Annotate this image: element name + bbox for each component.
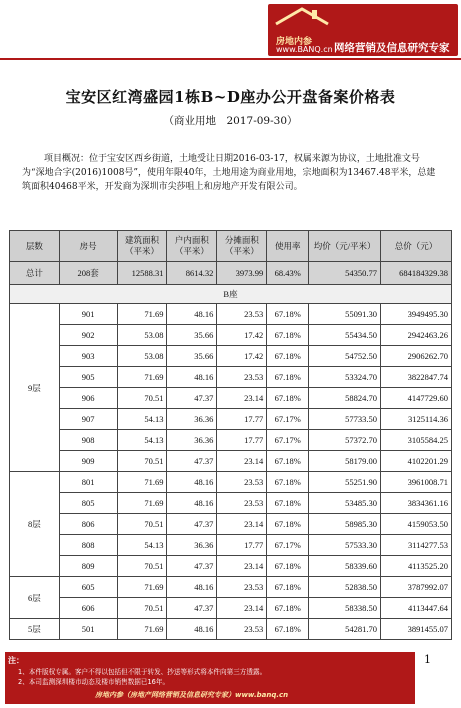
usage-rate: 67.18% bbox=[267, 577, 309, 598]
gross-area: 53.08 bbox=[117, 346, 167, 367]
footer-brand-line: 房地内参（房地产网络营销及信息研究专家）www.banq.cn bbox=[95, 691, 289, 699]
col-header-inner-area: 户内面积（平米） bbox=[167, 231, 217, 262]
total-units: 208套 bbox=[59, 262, 117, 285]
room-number: 805 bbox=[59, 493, 117, 514]
page-title: 宝安区红湾盛园1栋B~D座办公开盘备案价格表 bbox=[65, 88, 396, 106]
avg-price: 55434.50 bbox=[309, 325, 381, 346]
avg-price: 58338.50 bbox=[309, 598, 381, 619]
gross-area: 71.69 bbox=[117, 472, 167, 493]
shared-area: 23.14 bbox=[217, 514, 267, 535]
gross-area: 53.08 bbox=[117, 325, 167, 346]
shared-area: 17.42 bbox=[217, 346, 267, 367]
usage-rate: 67.18% bbox=[267, 598, 309, 619]
table-row bbox=[10, 577, 452, 598]
shared-area: 23.14 bbox=[217, 556, 267, 577]
room-number: 909 bbox=[59, 451, 117, 472]
total-row bbox=[10, 262, 452, 285]
room-number: 501 bbox=[59, 619, 117, 640]
inner-area: 35.66 bbox=[167, 346, 217, 367]
shared-area: 23.53 bbox=[217, 577, 267, 598]
avg-price: 58985.30 bbox=[309, 514, 381, 535]
gross-area: 54.13 bbox=[117, 430, 167, 451]
total-price: 3834361.16 bbox=[381, 493, 452, 514]
col-header-total-price: 总价（元） bbox=[381, 231, 452, 262]
usage-rate: 67.18% bbox=[267, 514, 309, 535]
floor-label: 5层 bbox=[10, 619, 60, 640]
table-row bbox=[10, 598, 452, 619]
brand-name: 房地内参 bbox=[276, 37, 313, 47]
total-price: 4102201.29 bbox=[381, 451, 452, 472]
room-number: 903 bbox=[59, 346, 117, 367]
col-header-floor: 层数 bbox=[10, 231, 60, 262]
total-usage-rate: 68.43% bbox=[267, 262, 309, 285]
total-price: 3891455.07 bbox=[381, 619, 452, 640]
total-label: 总计 bbox=[10, 262, 60, 285]
gross-area: 54.13 bbox=[117, 535, 167, 556]
table-row bbox=[10, 472, 452, 493]
footer-banner bbox=[5, 652, 415, 704]
inner-area: 47.37 bbox=[167, 556, 217, 577]
avg-price: 54752.50 bbox=[309, 346, 381, 367]
inner-area: 36.36 bbox=[167, 535, 217, 556]
project-overview: 项目概况：位于宝安区西乡街道，土地受让日期2016-03-17，权属来源为协议，土地批准文号为“深地合字(2016)1008号”，使用年限40年，土地用途为商业用地，宗地面积为13467.48平米，总建筑面积40468平米，开发商为深圳市尖莎咀上和房地产开发有限公司。 bbox=[22, 154, 436, 192]
total-price: 2906262.70 bbox=[381, 346, 452, 367]
shared-area: 23.14 bbox=[217, 598, 267, 619]
table-row bbox=[10, 409, 452, 430]
total-price: 3949495.30 bbox=[381, 304, 452, 325]
col-header-gross-area: 建筑面积（平米） bbox=[117, 231, 167, 262]
avg-price: 55251.90 bbox=[309, 472, 381, 493]
total-price: 3822847.74 bbox=[381, 367, 452, 388]
total-avg-price: 54350.77 bbox=[309, 262, 381, 285]
total-gross-area: 12588.31 bbox=[117, 262, 167, 285]
table-row bbox=[10, 388, 452, 409]
usage-rate: 67.18% bbox=[267, 493, 309, 514]
gross-area: 71.69 bbox=[117, 577, 167, 598]
shared-area: 17.77 bbox=[217, 535, 267, 556]
page-subtitle: （商业用地 2017-09-30） bbox=[163, 115, 298, 127]
shared-area: 23.53 bbox=[217, 304, 267, 325]
avg-price: 52838.50 bbox=[309, 577, 381, 598]
inner-area: 36.36 bbox=[167, 430, 217, 451]
brand-url: www.BANQ.cn bbox=[276, 45, 333, 54]
section-label: B座 bbox=[10, 285, 452, 304]
inner-area: 48.16 bbox=[167, 367, 217, 388]
shared-area: 23.53 bbox=[217, 493, 267, 514]
gross-area: 70.51 bbox=[117, 556, 167, 577]
floor-label: 6层 bbox=[10, 577, 60, 619]
inner-area: 48.16 bbox=[167, 577, 217, 598]
table-row bbox=[10, 619, 452, 640]
gross-area: 70.51 bbox=[117, 598, 167, 619]
usage-rate: 67.18% bbox=[267, 472, 309, 493]
total-price: 4113447.64 bbox=[381, 598, 452, 619]
avg-price: 58824.70 bbox=[309, 388, 381, 409]
price-table bbox=[9, 230, 452, 640]
usage-rate: 67.18% bbox=[267, 304, 309, 325]
avg-price: 57372.70 bbox=[309, 430, 381, 451]
total-price: 3125114.36 bbox=[381, 409, 452, 430]
shared-area: 23.53 bbox=[217, 367, 267, 388]
avg-price: 57733.50 bbox=[309, 409, 381, 430]
header-divider bbox=[0, 58, 461, 60]
room-number: 907 bbox=[59, 409, 117, 430]
shared-area: 17.77 bbox=[217, 430, 267, 451]
total-price: 4159053.50 bbox=[381, 514, 452, 535]
inner-area: 47.37 bbox=[167, 598, 217, 619]
inner-area: 48.16 bbox=[167, 619, 217, 640]
avg-price: 53485.30 bbox=[309, 493, 381, 514]
header-banner bbox=[268, 4, 458, 56]
table-row bbox=[10, 304, 452, 325]
gross-area: 54.13 bbox=[117, 409, 167, 430]
usage-rate: 67.18% bbox=[267, 619, 309, 640]
total-price: 3114277.53 bbox=[381, 535, 452, 556]
room-number: 605 bbox=[59, 577, 117, 598]
table-row bbox=[10, 430, 452, 451]
floor-label: 8层 bbox=[10, 472, 60, 577]
room-number: 806 bbox=[59, 514, 117, 535]
total-price: 3105584.25 bbox=[381, 430, 452, 451]
floor-label: 9层 bbox=[10, 304, 60, 472]
shared-area: 23.14 bbox=[217, 451, 267, 472]
usage-rate: 67.18% bbox=[267, 367, 309, 388]
avg-price: 54281.70 bbox=[309, 619, 381, 640]
house-logo-icon bbox=[272, 6, 332, 36]
inner-area: 35.66 bbox=[167, 325, 217, 346]
avg-price: 55091.30 bbox=[309, 304, 381, 325]
footer-note-head: 注： bbox=[8, 656, 24, 665]
room-number: 801 bbox=[59, 472, 117, 493]
room-number: 606 bbox=[59, 598, 117, 619]
total-price: 3961008.71 bbox=[381, 472, 452, 493]
col-header-usage-rate: 使用率 bbox=[267, 231, 309, 262]
table-row bbox=[10, 514, 452, 535]
avg-price: 57533.30 bbox=[309, 535, 381, 556]
shared-area: 17.42 bbox=[217, 325, 267, 346]
room-number: 902 bbox=[59, 325, 117, 346]
gross-area: 70.51 bbox=[117, 514, 167, 535]
room-number: 905 bbox=[59, 367, 117, 388]
avg-price: 53324.70 bbox=[309, 367, 381, 388]
inner-area: 48.16 bbox=[167, 472, 217, 493]
table-header-row bbox=[10, 231, 452, 262]
total-price: 2942463.26 bbox=[381, 325, 452, 346]
gross-area: 70.51 bbox=[117, 388, 167, 409]
table-row bbox=[10, 451, 452, 472]
table-row bbox=[10, 325, 452, 346]
room-number: 808 bbox=[59, 535, 117, 556]
gross-area: 71.69 bbox=[117, 367, 167, 388]
footer-note-2: 2、本司监测深圳楼市动态及楼市销售数据已16年。 bbox=[18, 678, 170, 686]
room-number: 809 bbox=[59, 556, 117, 577]
total-price: 684184329.38 bbox=[381, 262, 452, 285]
table-row bbox=[10, 556, 452, 577]
gross-area: 71.69 bbox=[117, 304, 167, 325]
usage-rate: 67.18% bbox=[267, 451, 309, 472]
avg-price: 58339.60 bbox=[309, 556, 381, 577]
usage-rate: 67.18% bbox=[267, 325, 309, 346]
table-row bbox=[10, 493, 452, 514]
shared-area: 23.53 bbox=[217, 619, 267, 640]
room-number: 901 bbox=[59, 304, 117, 325]
shared-area: 23.14 bbox=[217, 388, 267, 409]
usage-rate: 67.18% bbox=[267, 388, 309, 409]
usage-rate: 67.17% bbox=[267, 535, 309, 556]
inner-area: 47.37 bbox=[167, 388, 217, 409]
total-shared-area: 3973.99 bbox=[217, 262, 267, 285]
inner-area: 47.37 bbox=[167, 451, 217, 472]
inner-area: 36.36 bbox=[167, 409, 217, 430]
inner-area: 47.37 bbox=[167, 514, 217, 535]
total-price: 3787992.07 bbox=[381, 577, 452, 598]
usage-rate: 67.18% bbox=[267, 556, 309, 577]
total-price: 4147729.60 bbox=[381, 388, 452, 409]
total-price: 4113525.20 bbox=[381, 556, 452, 577]
usage-rate: 67.17% bbox=[267, 409, 309, 430]
table-row bbox=[10, 346, 452, 367]
inner-area: 48.16 bbox=[167, 304, 217, 325]
col-header-shared-area: 分摊面积（平米） bbox=[217, 231, 267, 262]
col-header-avg-price: 均价（元/平米） bbox=[309, 231, 381, 262]
footer-note-1: 1、本件版权专属。客户不得以包括但不限于转发、抄送等形式将本件向第三方透露。 bbox=[18, 668, 267, 676]
col-header-room: 房号 bbox=[59, 231, 117, 262]
gross-area: 71.69 bbox=[117, 619, 167, 640]
gross-area: 70.51 bbox=[117, 451, 167, 472]
table-row bbox=[10, 367, 452, 388]
usage-rate: 67.17% bbox=[267, 430, 309, 451]
avg-price: 58179.00 bbox=[309, 451, 381, 472]
gross-area: 71.69 bbox=[117, 493, 167, 514]
total-inner-area: 8614.32 bbox=[167, 262, 217, 285]
page-number: 1 bbox=[424, 653, 431, 666]
shared-area: 23.53 bbox=[217, 472, 267, 493]
inner-area: 48.16 bbox=[167, 493, 217, 514]
room-number: 906 bbox=[59, 388, 117, 409]
shared-area: 17.77 bbox=[217, 409, 267, 430]
usage-rate: 67.18% bbox=[267, 346, 309, 367]
room-number: 908 bbox=[59, 430, 117, 451]
table-row bbox=[10, 535, 452, 556]
brand-slogan: 网络营销及信息研究专家 bbox=[334, 42, 450, 54]
section-row bbox=[10, 285, 452, 304]
